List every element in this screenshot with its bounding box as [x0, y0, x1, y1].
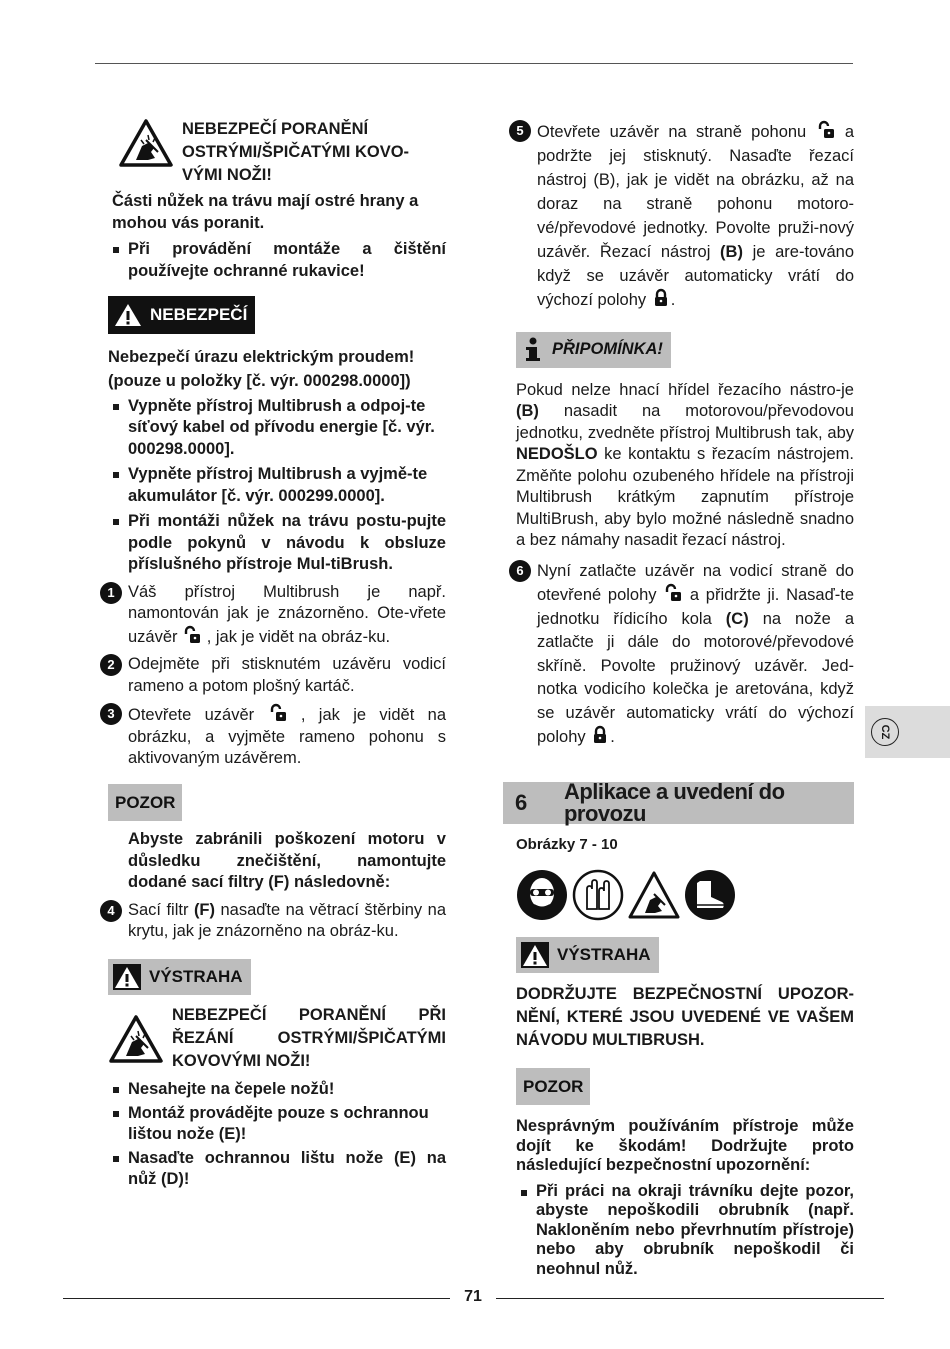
pozor-tag-row — [516, 1068, 854, 1106]
note-text-d: NEDOŠLO — [516, 445, 598, 463]
step-number: 2 — [100, 654, 122, 676]
danger-cut-list-2 — [108, 1079, 446, 1191]
cut-hazard-icon — [628, 869, 680, 921]
unlock-icon — [663, 583, 683, 603]
info-icon — [522, 337, 544, 363]
step-text-end: nasaďte na větrací štěrbiny na krytu, jak je znázorněno na obráz-ku. — [128, 900, 446, 940]
danger-cut-title: NEBEZPEČÍ PORANĚNÍ OSTRÝMI/ŠPIČATÝMI KOVO-VÝMI NOŽI! — [182, 120, 410, 184]
step-number: 4 — [100, 900, 122, 922]
step-text-bold: (C) — [725, 609, 749, 628]
list-item — [516, 1182, 854, 1280]
danger-cut-text: Části nůžek na trávu mají ostré hrany a mohou vás poranit. — [112, 192, 419, 232]
step-text: Otevřete uzávěr na straně pohonu — [537, 123, 816, 141]
cut-hazard-icon — [118, 118, 174, 168]
step-text: Sací filtr — [128, 900, 194, 919]
section-heading — [503, 779, 854, 826]
step-number: 3 — [100, 703, 122, 725]
danger-cut-block — [118, 118, 446, 187]
step-text-bold: (F) — [193, 900, 216, 919]
note-text-e: ke kontaktu s řezacím nástrojem. Změňte polohu ozubeného hřídele na přístroji Multibrush krátkým zapnutím přístroje MultiBrush, aby bylo možné následně snadno a bez námahy nasadit řezací nástroj. — [516, 445, 854, 549]
language-tab-label: CZ — [871, 718, 899, 746]
list-item-text: Nasaďte ochrannou lištu nože (E) na nůž (D)! — [128, 1148, 446, 1188]
vystraha-tag — [516, 937, 659, 973]
step-text: Odejměte při stisknutém uzávěru vodicí rameno a potom plošný kartáč. — [128, 655, 446, 695]
ppe-icons — [516, 869, 854, 921]
vystraha-tag-label: VÝSTRAHA — [557, 945, 651, 965]
vystraha-tag-row — [108, 959, 446, 997]
list-item-text: Nesahejte na čepele nožů! — [128, 1080, 335, 1098]
danger-tag-row — [108, 296, 446, 335]
vystraha-text: DODRŽUJTE BEZPEČNOSTNÍ UPOZOR-NĚNÍ, KTERÉ JSOU UVEDENÉ VE VAŠEM NÁVODU MULTIBRUSH. — [516, 984, 854, 1049]
note-text-c: nasadit na motorovou/převodovou jednotku, zvedněte přístroj Multibrush tak, aby — [516, 402, 854, 442]
note-tag-row — [516, 332, 854, 370]
footer-rule-left — [63, 1298, 450, 1299]
pozor-list — [516, 1182, 854, 1280]
step-number: 1 — [100, 582, 122, 604]
step-1 — [108, 582, 446, 649]
danger-tag-label: NEBEZPEČÍ — [150, 305, 248, 325]
step-2 — [108, 654, 446, 697]
lock-icon — [651, 288, 671, 308]
list-item — [108, 396, 446, 461]
danger-cut-list — [108, 239, 446, 282]
step-text-bold: (B) — [720, 243, 743, 261]
list-item — [108, 511, 446, 576]
step-text-end: . — [610, 728, 615, 746]
pozor-text: Abyste zabránili poškození motoru v důsledku znečištění, namontujte dodané sací filtry (F) následovně: — [128, 830, 446, 891]
warning-icon — [113, 964, 141, 990]
danger-tag — [108, 296, 255, 334]
safety-boot-icon — [684, 869, 736, 921]
step-text-mid2: na nože a zatlačte ji dále do motorové/převodové skříně. Povolte pružinový uzávěr. Jed-notka vodicího kolečka je aretována, když se uzávěr automaticky vrátí do výchozí polohy — [537, 609, 855, 746]
right-column — [509, 120, 854, 1279]
step-text-end: . — [670, 291, 676, 309]
vystraha-tag-row — [516, 937, 854, 975]
pozor-tag: POZOR — [108, 784, 182, 822]
cut-hazard-icon — [108, 1014, 164, 1064]
note-text-a: Pokud nelze hnací hřídel řezacího nástro-je — [516, 380, 854, 399]
list-item — [108, 1148, 446, 1191]
list-item-text: Vypněte přístroj Multibrush a odpoj-te síťový kabel od přívodu energie [č. výr. 000298.0000]. — [128, 396, 435, 458]
vystraha-tag — [108, 959, 251, 995]
pozor-text: Nesprávným používáním přístroje může dojít ke škodám! Dodržujte proto následující bezpečnostní upozornění: — [516, 1117, 854, 1174]
step-number: 5 — [509, 120, 531, 142]
list-item-text: Při montáži nůžek na trávu postu-pujte podle pokynů v návodu k obsluze příslušného přístroje Mul-tiBrush. — [128, 512, 446, 573]
electric-subtitle: (pouze u položky [č. výr. 000298.0000]) — [108, 372, 411, 390]
danger-cut-block-2 — [108, 1004, 446, 1073]
left-column — [108, 118, 446, 1191]
list-item-text: Montáž provádějte pouze s ochrannou lištou nože (E)! — [128, 1103, 429, 1143]
step-text-end: , jak je vidět na obráz-ku. — [202, 627, 391, 646]
header-rule — [95, 63, 853, 64]
footer-rule-right — [496, 1298, 884, 1299]
note-text — [516, 380, 854, 552]
list-item — [108, 239, 446, 282]
list-item — [108, 464, 446, 507]
section-title: Aplikace a uvedení do provozu — [563, 779, 785, 826]
electric-list — [108, 396, 446, 576]
vystraha-tag-label: VÝSTRAHA — [149, 966, 243, 986]
step-5 — [517, 120, 854, 312]
step-text-mid2: je are-továno když se uzávěr automaticky vrátí do výchozí polohy — [537, 243, 854, 309]
face-shield-icon — [516, 869, 568, 921]
section-number: 6 — [515, 789, 527, 815]
warning-icon — [114, 302, 142, 328]
list-item-text: Při práci na okraji trávníku dejte pozor, abyste nepoškodili obrubník (např. Nakloněním nebo převrhnutím přístroje) nebo aby obrubník nepoškodil či neohnul nůž. — [536, 1181, 854, 1278]
step-6 — [517, 560, 854, 750]
step-4 — [108, 900, 446, 943]
unlock-icon — [182, 625, 202, 645]
step-number: 6 — [509, 560, 531, 582]
danger-cut-title-2: NEBEZPEČÍ PORANĚNÍ PŘI ŘEZÁNÍ OSTRÝMI/ŠPIČATÝMI KOVOVÝMI NOŽI! — [172, 1006, 446, 1070]
list-item-text: Vypněte přístroj Multibrush a vyjmě-te akumulátor [č. výr. 000299.0000]. — [128, 465, 428, 505]
step-text: Nyní zatlačte uzávěr na vodicí straně do otevřené polohy — [537, 561, 854, 604]
unlock-icon — [816, 120, 836, 140]
figures-ref: Obrázky 7 - 10 — [516, 835, 618, 853]
pozor-tag-row — [108, 784, 446, 822]
step-text: Váš přístroj Multibrush je např. namontován jak je znázorněno. Ote-vřete uzávěr — [128, 582, 446, 646]
step-text-mid: a podržte jej stisknutý. Nasaďte řezací nástroj (B), jak je vidět na obrázku, až na doraz na straně pohonu motoro-vé/převodové jednotky. Povolte pruži-nový uzávěr. Řezací nástroj — [537, 123, 854, 261]
step-text: Otevřete uzávěr — [128, 706, 268, 724]
list-item-text: Při provádění montáže a čištění používejte ochranné rukavice! — [128, 240, 446, 280]
warning-icon — [521, 942, 549, 968]
pozor-tag: POZOR — [516, 1068, 590, 1106]
language-tab — [865, 706, 950, 758]
note-text-b: (B) — [516, 402, 539, 420]
gloves-icon — [572, 869, 624, 921]
list-item — [108, 1079, 446, 1101]
electric-title: Nebezpečí úrazu elektrickým proudem! — [108, 347, 415, 366]
note-tag — [516, 332, 671, 368]
step-3 — [108, 703, 446, 770]
note-tag-label: PŘIPOMÍNKA! — [552, 340, 663, 359]
step-text-mid: a přidržte ji. Nasaď-te jednotku řídicího kola — [537, 586, 854, 628]
list-item — [108, 1103, 446, 1146]
unlock-icon — [268, 703, 288, 723]
lock-icon — [590, 725, 610, 745]
page-number: 71 — [464, 1288, 482, 1305]
step-text-end: , jak je vidět na obrázku, a vyjměte rameno pohonu s aktivovaným uzávěrem. — [128, 706, 446, 767]
